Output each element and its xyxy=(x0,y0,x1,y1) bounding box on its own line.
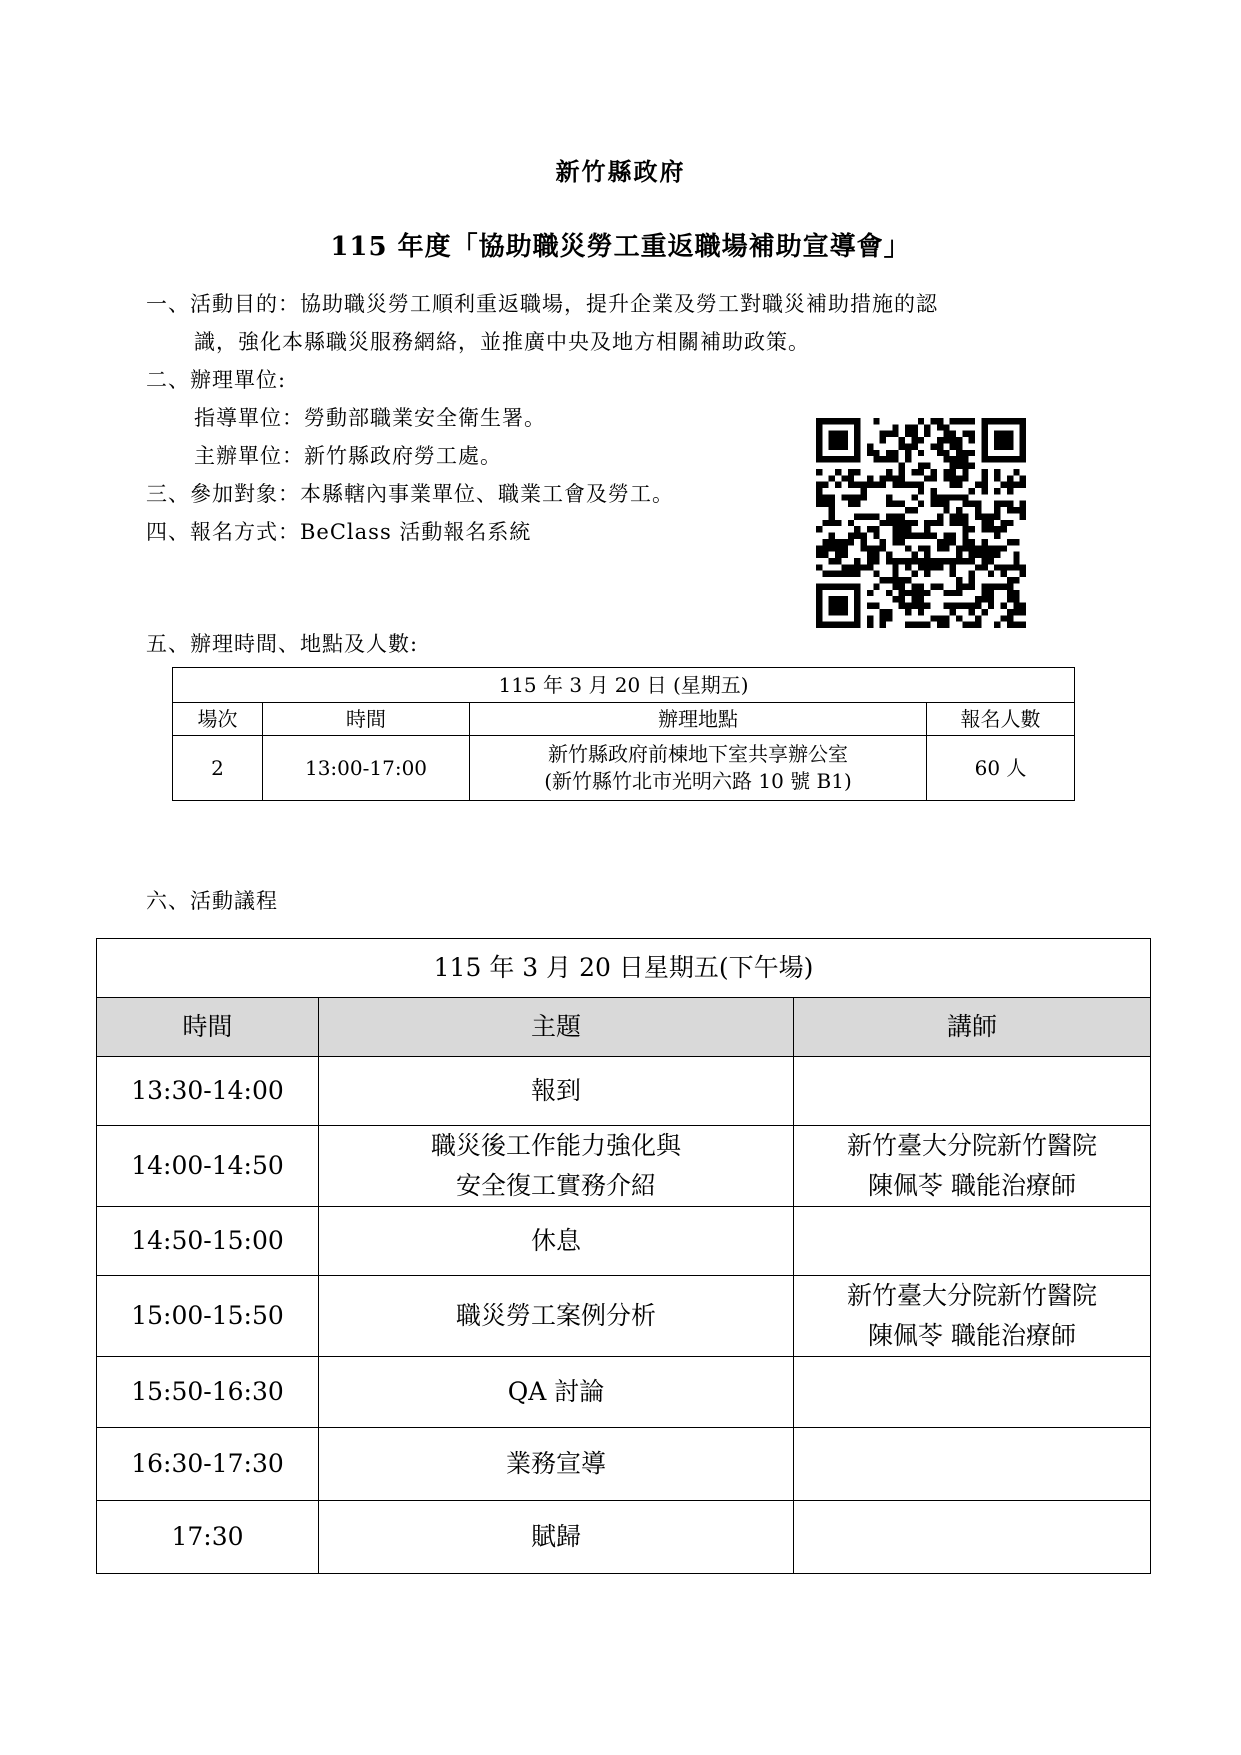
agenda-table xyxy=(96,938,1151,1574)
table-row xyxy=(97,1276,1151,1357)
topic-line: 職災後工作能力強化與 xyxy=(430,1131,681,1160)
section-time-location: 五、辦理時間、地點及人數: xyxy=(146,632,419,656)
agenda-topic xyxy=(319,1276,794,1357)
table-row xyxy=(97,1501,1151,1574)
topic-line: 賦歸 xyxy=(530,1522,581,1551)
agenda-time: 15:00-15:50 xyxy=(97,1276,319,1357)
host-unit: 主辦單位：新竹縣政府勞工處。 xyxy=(194,444,502,468)
agenda-time: 15:50-16:30 xyxy=(97,1357,319,1428)
location-line2: (新竹縣竹北市光明六路 10 號 B1) xyxy=(544,769,852,793)
agenda-speaker xyxy=(794,1207,1151,1276)
agenda-header-speaker: 講師 xyxy=(794,998,1151,1057)
speaker-line: 新竹臺大分院新竹醫院 xyxy=(847,1131,1098,1160)
header-time: 時間 xyxy=(263,703,470,736)
topic-line: 休息 xyxy=(530,1226,581,1255)
session-time: 13:00-17:00 xyxy=(263,736,470,801)
guiding-unit: 指導單位：勞動部職業安全衛生署。 xyxy=(194,406,546,430)
agenda-speaker xyxy=(794,1428,1151,1501)
agenda-topic xyxy=(319,1357,794,1428)
agenda-topic xyxy=(319,1057,794,1126)
topic-line: QA 討論 xyxy=(507,1377,605,1406)
agenda-topic xyxy=(319,1207,794,1276)
section-purpose-line2: 識，強化本縣職災服務網絡，並推廣中央及地方相關補助政策。 xyxy=(194,330,810,354)
session-date: 115 年 3 月 20 日 (星期五) xyxy=(173,668,1075,703)
agenda-header-time: 時間 xyxy=(97,998,319,1057)
agenda-speaker xyxy=(794,1357,1151,1428)
table-row xyxy=(97,1126,1151,1207)
agenda-topic xyxy=(319,1428,794,1501)
section-participants: 三、參加對象：本縣轄內事業單位、職業工會及勞工。 xyxy=(146,482,674,506)
topic-line: 業務宣導 xyxy=(505,1449,606,1478)
table-row xyxy=(173,736,1075,801)
speaker-line: 陳佩苓 職能治療師 xyxy=(868,1321,1076,1350)
header-location: 辦理地點 xyxy=(470,703,927,736)
agenda-speaker xyxy=(794,1057,1151,1126)
agenda-time: 14:50-15:00 xyxy=(97,1207,319,1276)
header-session: 場次 xyxy=(173,703,263,736)
agenda-speaker xyxy=(794,1501,1151,1574)
topic-line: 報到 xyxy=(530,1076,581,1105)
session-capacity: 60 人 xyxy=(927,736,1075,801)
agenda-time: 17:30 xyxy=(97,1501,319,1574)
session-number: 2 xyxy=(173,736,263,801)
agenda-date: 115 年 3 月 20 日星期五(下午場) xyxy=(97,939,1151,998)
agenda-time: 13:30-14:00 xyxy=(97,1057,319,1126)
speaker-line: 新竹臺大分院新竹醫院 xyxy=(847,1281,1098,1310)
agenda-speaker xyxy=(794,1276,1151,1357)
session-table xyxy=(172,667,1075,801)
section-organizers-title: 二、辦理單位: xyxy=(146,368,287,392)
table-row xyxy=(97,1428,1151,1501)
event-title: 115 年度「協助職災勞工重返職場補助宣導會」 xyxy=(330,232,911,262)
agenda-topic xyxy=(319,1501,794,1574)
table-row xyxy=(97,1057,1151,1126)
agenda-speaker xyxy=(794,1126,1151,1207)
header-capacity: 報名人數 xyxy=(927,703,1075,736)
location-line1: 新竹縣政府前棟地下室共享辦公室 xyxy=(548,742,848,766)
session-location xyxy=(470,736,927,801)
topic-line: 職災勞工案例分析 xyxy=(455,1301,656,1330)
table-row xyxy=(97,1357,1151,1428)
organization-title: 新竹縣政府 xyxy=(555,157,686,186)
agenda-time: 16:30-17:30 xyxy=(97,1428,319,1501)
section-registration: 四、報名方式：BeClass 活動報名系統 xyxy=(146,520,532,544)
agenda-topic xyxy=(319,1126,794,1207)
section-purpose-line1: 一、活動目的：協助職災勞工順利重返職場，提升企業及勞工對職災補助措施的認 xyxy=(146,292,938,316)
section-agenda: 六、活動議程 xyxy=(146,889,278,913)
agenda-time: 14:00-14:50 xyxy=(97,1126,319,1207)
speaker-line: 陳佩苓 職能治療師 xyxy=(868,1171,1076,1200)
agenda-header-topic: 主題 xyxy=(319,998,794,1057)
qr-code-icon[interactable] xyxy=(816,418,1026,628)
table-row xyxy=(97,1207,1151,1276)
topic-line: 安全復工實務介紹 xyxy=(455,1171,656,1200)
